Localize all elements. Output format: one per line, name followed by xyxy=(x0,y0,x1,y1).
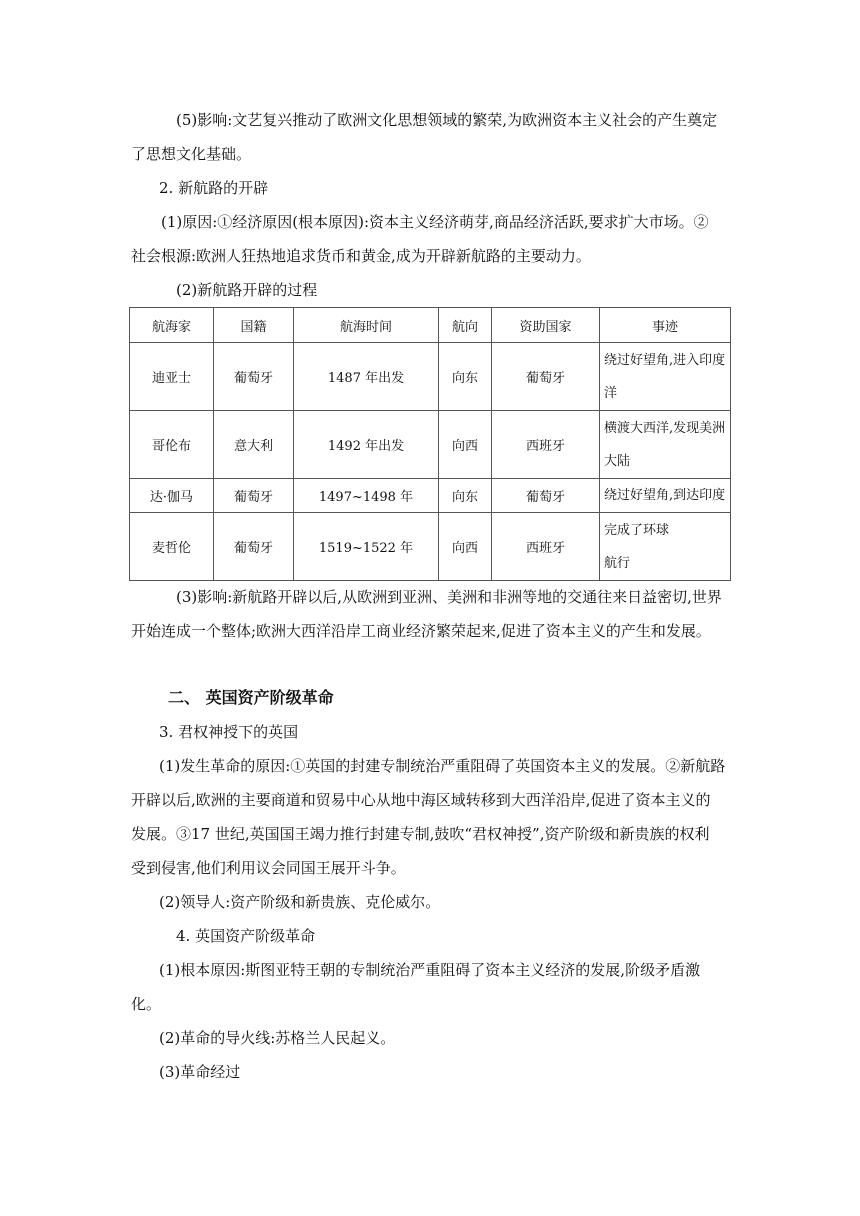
cell-time: 1492 年出发 xyxy=(294,411,439,479)
section-title-divine-right: 3. 君权神授下的英国 xyxy=(159,723,299,741)
cell-direction: 向西 xyxy=(439,513,492,581)
cell-sponsor: 葡萄牙 xyxy=(492,343,600,411)
cell-time: 1497~1498 年 xyxy=(294,479,439,513)
cell-nationality: 葡萄牙 xyxy=(214,513,294,581)
paragraph-revolution-causes-line2: 开辟以后,欧洲的主要商道和贸易中心从地中海区域转移到大西洋沿岸,促进了资本主义的 xyxy=(131,791,711,809)
paragraph-course: (3)革命经过 xyxy=(159,1063,241,1081)
cell-time: 1487 年出发 xyxy=(294,343,439,411)
cell-navigator: 哥伦布 xyxy=(130,411,214,479)
cell-navigator: 麦哲伦 xyxy=(130,513,214,581)
paragraph-routes-impact-line1: (3)影响:新航路开辟以后,从欧洲到亚洲、美洲和非洲等地的交通往来日益密切,世界 xyxy=(176,588,722,606)
cell-nationality: 葡萄牙 xyxy=(214,343,294,411)
deed-line: 绕过好望角,进入印度 xyxy=(604,352,726,368)
header-direction: 航向 xyxy=(439,308,492,343)
cell-navigator: 迪亚士 xyxy=(130,343,214,411)
deed-line: 大陆 xyxy=(604,453,631,469)
paragraph-causes-line2: 社会根源:欧洲人狂热地追求货币和黄金,成为开辟新航路的主要动力。 xyxy=(131,247,591,265)
cell-deeds xyxy=(600,343,731,411)
deed-line: 完成了环球 xyxy=(604,522,670,538)
cell-sponsor: 西班牙 xyxy=(492,513,600,581)
section-title-new-routes: 2. 新航路的开辟 xyxy=(159,179,269,197)
deed-line: 绕过好望角,到达印度 xyxy=(604,488,726,503)
paragraph-causes-line1: (1)原因:①经济原因(根本原因):资本主义经济萌芽,商品经济活跃,要求扩大市场。② xyxy=(161,213,709,231)
paragraph-renaissance-impact-line1: (5)影响:文艺复兴推动了欧洲文化思想领域的繁荣,为欧洲资本主义社会的产生奠定 xyxy=(176,111,718,129)
cell-sponsor: 西班牙 xyxy=(492,411,600,479)
cell-sponsor: 葡萄牙 xyxy=(492,479,600,513)
deed-line: 航行 xyxy=(604,555,631,571)
cell-deeds xyxy=(600,479,731,513)
paragraph-root-cause-line2: 化。 xyxy=(131,995,162,1013)
cell-navigator: 达·伽马 xyxy=(130,479,214,513)
section-title-bourgeois-revolution: 4. 英国资产阶级革命 xyxy=(176,927,316,945)
header-nationality: 国籍 xyxy=(214,308,294,343)
paragraph-revolution-causes-line1: (1)发生革命的原因:①英国的封建专制统治严重阻碍了英国资本主义的发展。②新航路 xyxy=(159,757,726,775)
cell-nationality: 葡萄牙 xyxy=(214,479,294,513)
table-row xyxy=(130,479,731,513)
paragraph-trigger: (2)革命的导火线:苏格兰人民起义。 xyxy=(159,1029,396,1047)
paragraph-process-title: (2)新航路开辟的过程 xyxy=(176,281,318,299)
table-row xyxy=(130,513,731,581)
cell-deeds xyxy=(600,411,731,479)
cell-time: 1519~1522 年 xyxy=(294,513,439,581)
header-sponsor: 资助国家 xyxy=(492,308,600,343)
paragraph-renaissance-impact-line2: 了思想文化基础。 xyxy=(131,145,252,163)
table-row xyxy=(130,411,731,479)
paragraph-revolution-causes-line4: 受到侵害,他们利用议会同国王展开斗争。 xyxy=(131,859,406,877)
header-navigator: 航海家 xyxy=(130,308,214,343)
section-heading-english-revolution: 二、 英国资产阶级革命 xyxy=(168,688,334,707)
cell-direction: 向东 xyxy=(439,479,492,513)
table-header-row xyxy=(130,308,731,343)
cell-direction: 向东 xyxy=(439,343,492,411)
paragraph-leaders: (2)领导人:资产阶级和新贵族、克伦威尔。 xyxy=(159,893,441,911)
paragraph-revolution-causes-line3: 发展。③17 世纪,英国国王竭力推行封建专制,鼓吹“君权神授”,资产阶级和新贵族的权利 xyxy=(131,825,710,843)
paragraph-root-cause-line1: (1)根本原因:斯图亚特王朝的专制统治严重阻碍了资本主义经济的发展,阶级矛盾激 xyxy=(159,961,701,979)
deed-line: 横渡大西洋,发现美洲 xyxy=(604,420,726,436)
header-time: 航海时间 xyxy=(294,308,439,343)
voyages-table xyxy=(129,307,731,581)
header-deeds: 事迹 xyxy=(600,308,731,343)
cell-nationality: 意大利 xyxy=(214,411,294,479)
deed-line: 洋 xyxy=(604,385,618,401)
cell-deeds xyxy=(600,513,731,581)
paragraph-routes-impact-line2: 开始连成一个整体;欧洲大西洋沿岸工商业经济繁荣起来,促进了资本主义的产生和发展。 xyxy=(131,622,711,640)
table-row xyxy=(130,343,731,411)
cell-direction: 向西 xyxy=(439,411,492,479)
